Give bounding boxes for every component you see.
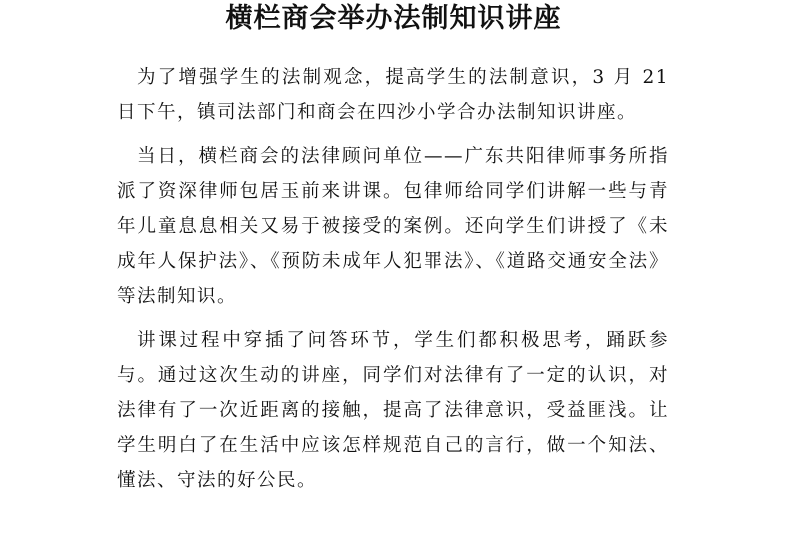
article-paragraph: 为了增强学生的法制观念，提高学生的法制意识，3 月 21 日下午，镇司法部门和商会在四沙小学合办法制知识讲座。 bbox=[117, 67, 669, 123]
article-paragraph: 当日，横栏商会的法律顾问单位——广东共阳律师事务所指派了资深律师包居玉前来讲课。包律师给同学们讲解一些与青年儿童息息相关又易于被接受的案例。还向学生们讲授了《未成年人保护法》、《预防未成年人犯罪法》、《道路交通安全法》等法制知识。 bbox=[117, 146, 669, 307]
article-title: 横栏商会举办法制知识讲座 bbox=[225, 3, 562, 34]
article-paragraph: 讲课过程中穿插了问答环节，学生们都积极思考，踊跃参与。通过这次生动的讲座，同学们对法律有了一定的认识，对法律有了一次近距离的接触，提高了法律意识，受益匪浅。让学生明白了在生活中应该怎样规范自己的言行，做一个知法、懂法、守法的好公民。 bbox=[117, 330, 669, 491]
article-body bbox=[117, 60, 669, 507]
